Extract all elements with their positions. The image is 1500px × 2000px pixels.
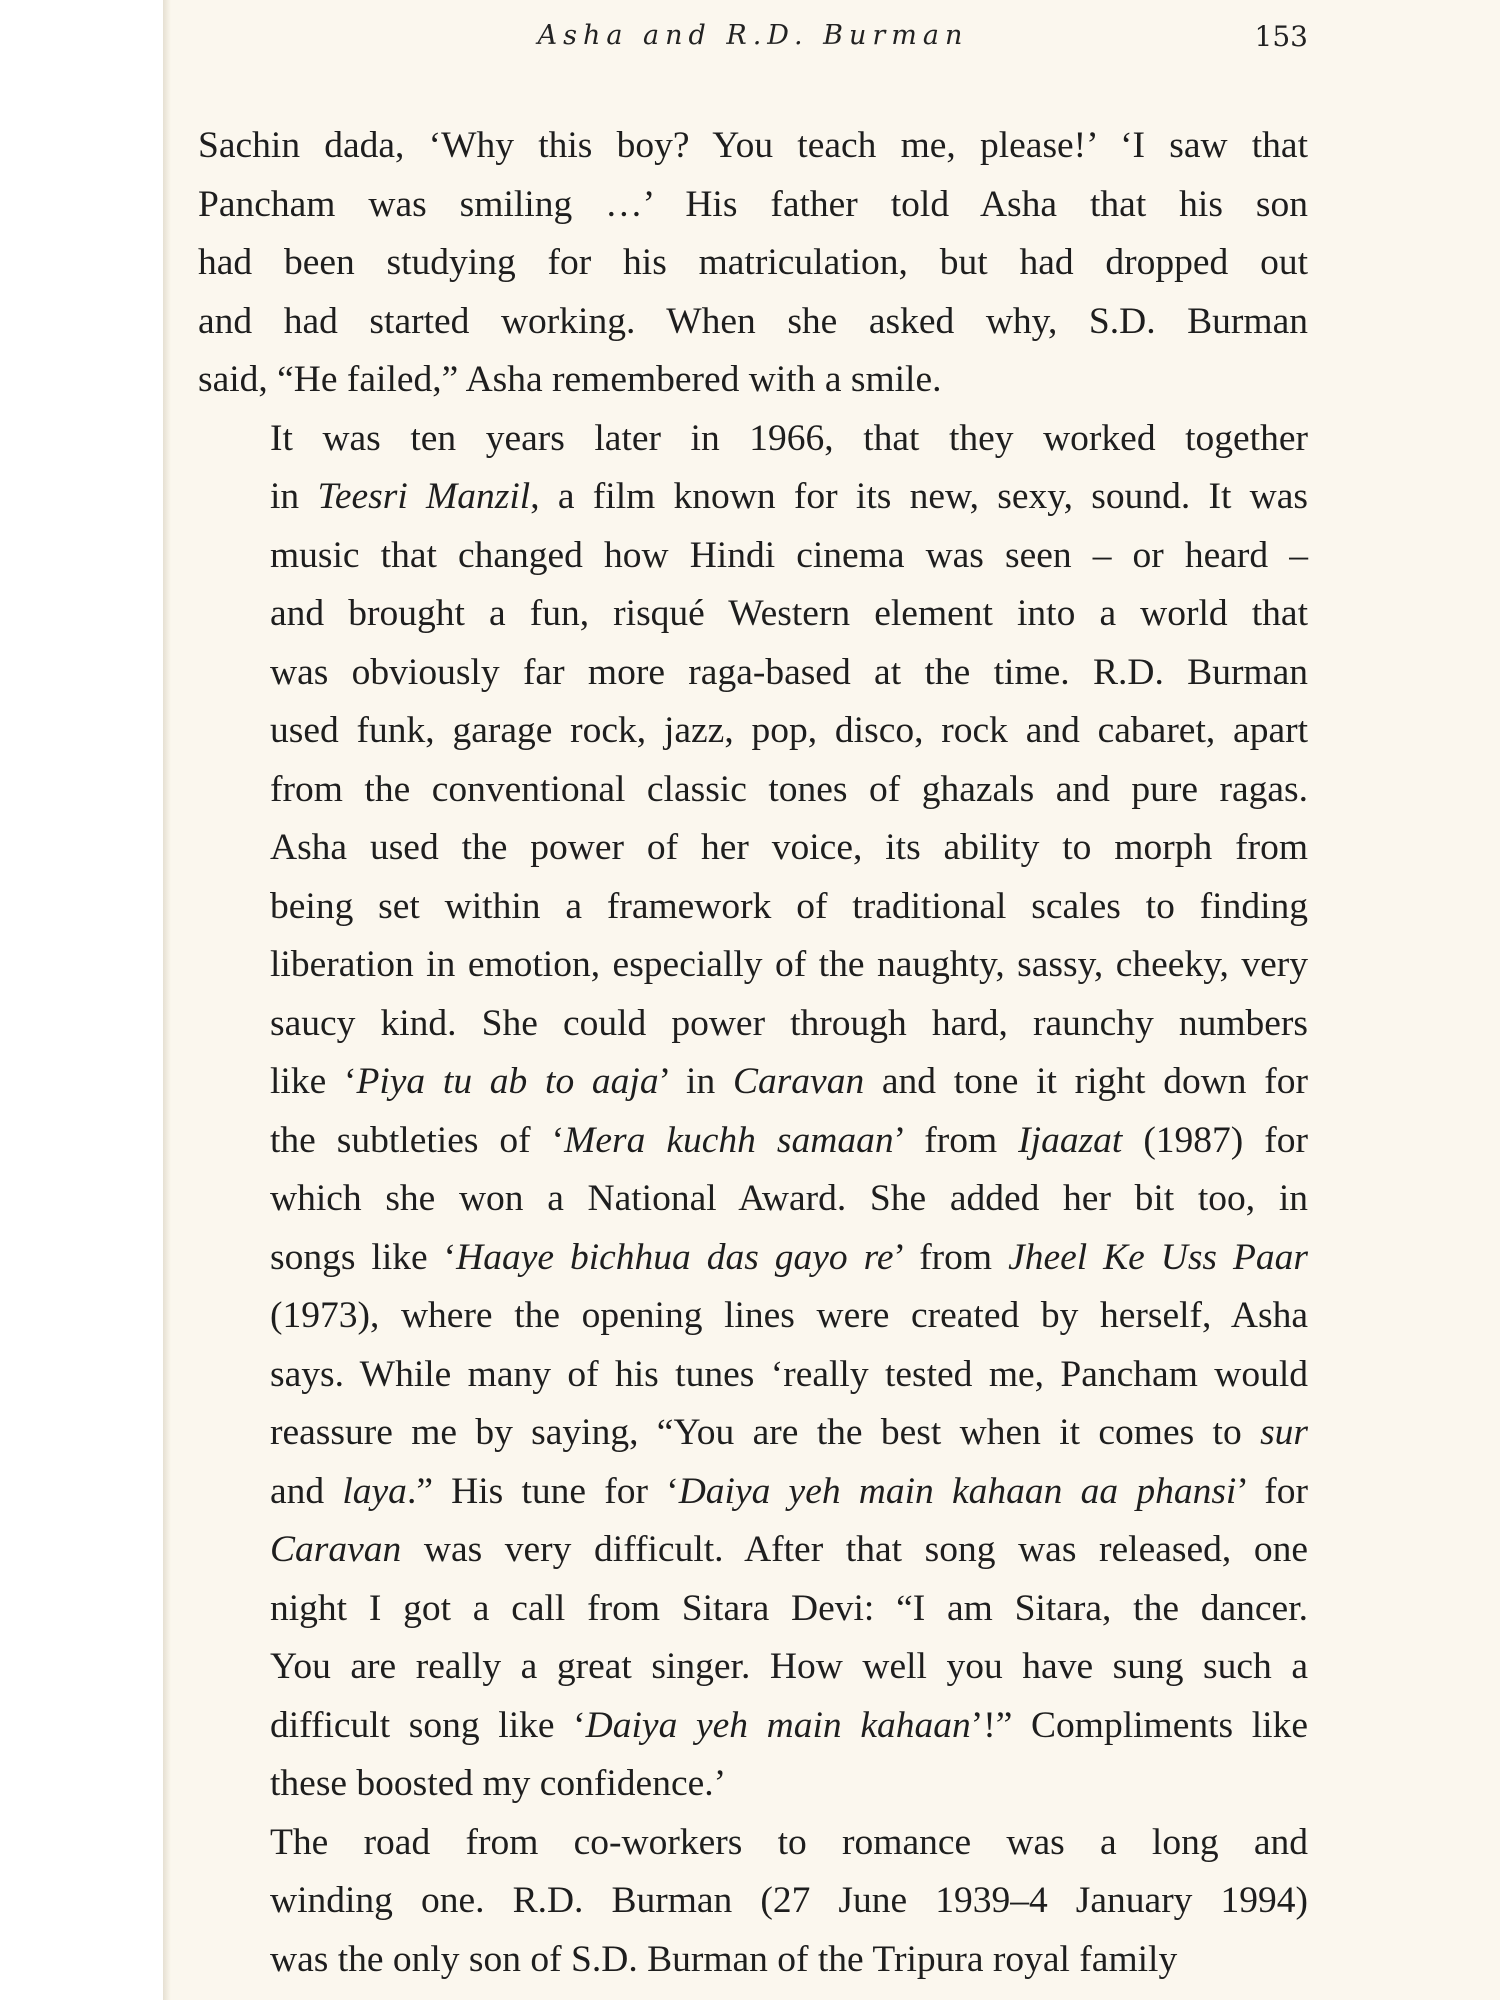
text-line: was obviously far more raga-based at the time. R.D. Burman [270,651,1308,693]
text-line: used funk, garage rock, jazz, pop, disco, rock and cabaret, apart [270,710,1308,751]
text-line: reassure me by saying, “You are the best when it comes to sur [270,1412,1308,1453]
text-line: in Teesri Manzil, a film known for its new, sexy, sound. It was [270,476,1309,517]
text-line: music that changed how Hindi cinema was seen – or heard – [270,534,1308,576]
text-line: Sachin dada, ‘Why this boy? You teach me, please!’ ‘I saw that [198,125,1308,166]
text-line: You are really a great singer. How well you have sung such a [270,1646,1308,1687]
text-line: being set within a framework of traditional scales to finding [270,885,1308,927]
text-line: (1973), where the opening lines were created by herself, Asha [270,1295,1308,1336]
text-line: liberation in emotion, especially of the naughty, sassy, cheeky, very [270,944,1308,985]
paragraph [198,410,1308,1814]
text-line: which she won a National Award. She added her bit too, in [270,1178,1308,1219]
paragraph [198,117,1308,410]
text-line: The road from co-workers to romance was a long and [270,1821,1308,1863]
text-line: and laya.” His tune for ‘Daiya yeh main kahaan aa phansi’ for [270,1470,1308,1512]
text-line: these boosted my confidence.’ [270,1763,727,1804]
text-line: said, “He failed,” Asha remembered with a smile. [198,359,942,400]
text-line: says. While many of his tunes ‘really tested me, Pancham would [270,1353,1308,1395]
page-gutter-shadow [163,0,171,2000]
text-line: winding one. R.D. Burman (27 June 1939–4 January 1994) [270,1880,1308,1921]
text-line: night I got a call from Sitara Devi: “I am Sitara, the dancer. [270,1587,1308,1629]
text-line: Pancham was smiling …’ His father told Asha that his son [198,183,1308,225]
text-line: songs like ‘Haaye bichhua das gayo re’ from Jheel Ke Uss Paar [270,1236,1308,1278]
text-line: had been studying for his matriculation, but had dropped out [198,242,1308,283]
page-number: 153 [1254,20,1308,53]
text-line: and brought a fun, risqué Western element into a world that [270,593,1308,634]
paragraph [198,1814,1308,1990]
page-header [198,20,1308,60]
text-line: was the only son of S.D. Burman of the Tripura royal family [270,1938,1178,1980]
text-line: Caravan was very difficult. After that song was released, one [270,1529,1308,1570]
text-line: like ‘Piya tu ab to aaja’ in Caravan and tone it right down for [270,1061,1308,1102]
text-line: and had started working. When she asked why, S.D. Burman [198,300,1308,342]
text-line: Asha used the power of her voice, its ability to morph from [270,827,1308,868]
text-line: It was ten years later in 1966, that they worked together [270,417,1308,459]
body-text [198,117,1308,1989]
text-line: difficult song like ‘Daiya yeh main kahaan’!” Compliments like [270,1704,1308,1746]
text-line: from the conventional classic tones of ghazals and pure ragas. [270,768,1308,810]
text-line: the subtleties of ‘Mera kuchh samaan’ from Ijaazat (1987) for [270,1119,1308,1161]
running-head: Asha and R.D. Burman [537,20,969,51]
text-line: saucy kind. She could power through hard, raunchy numbers [270,1002,1308,1044]
